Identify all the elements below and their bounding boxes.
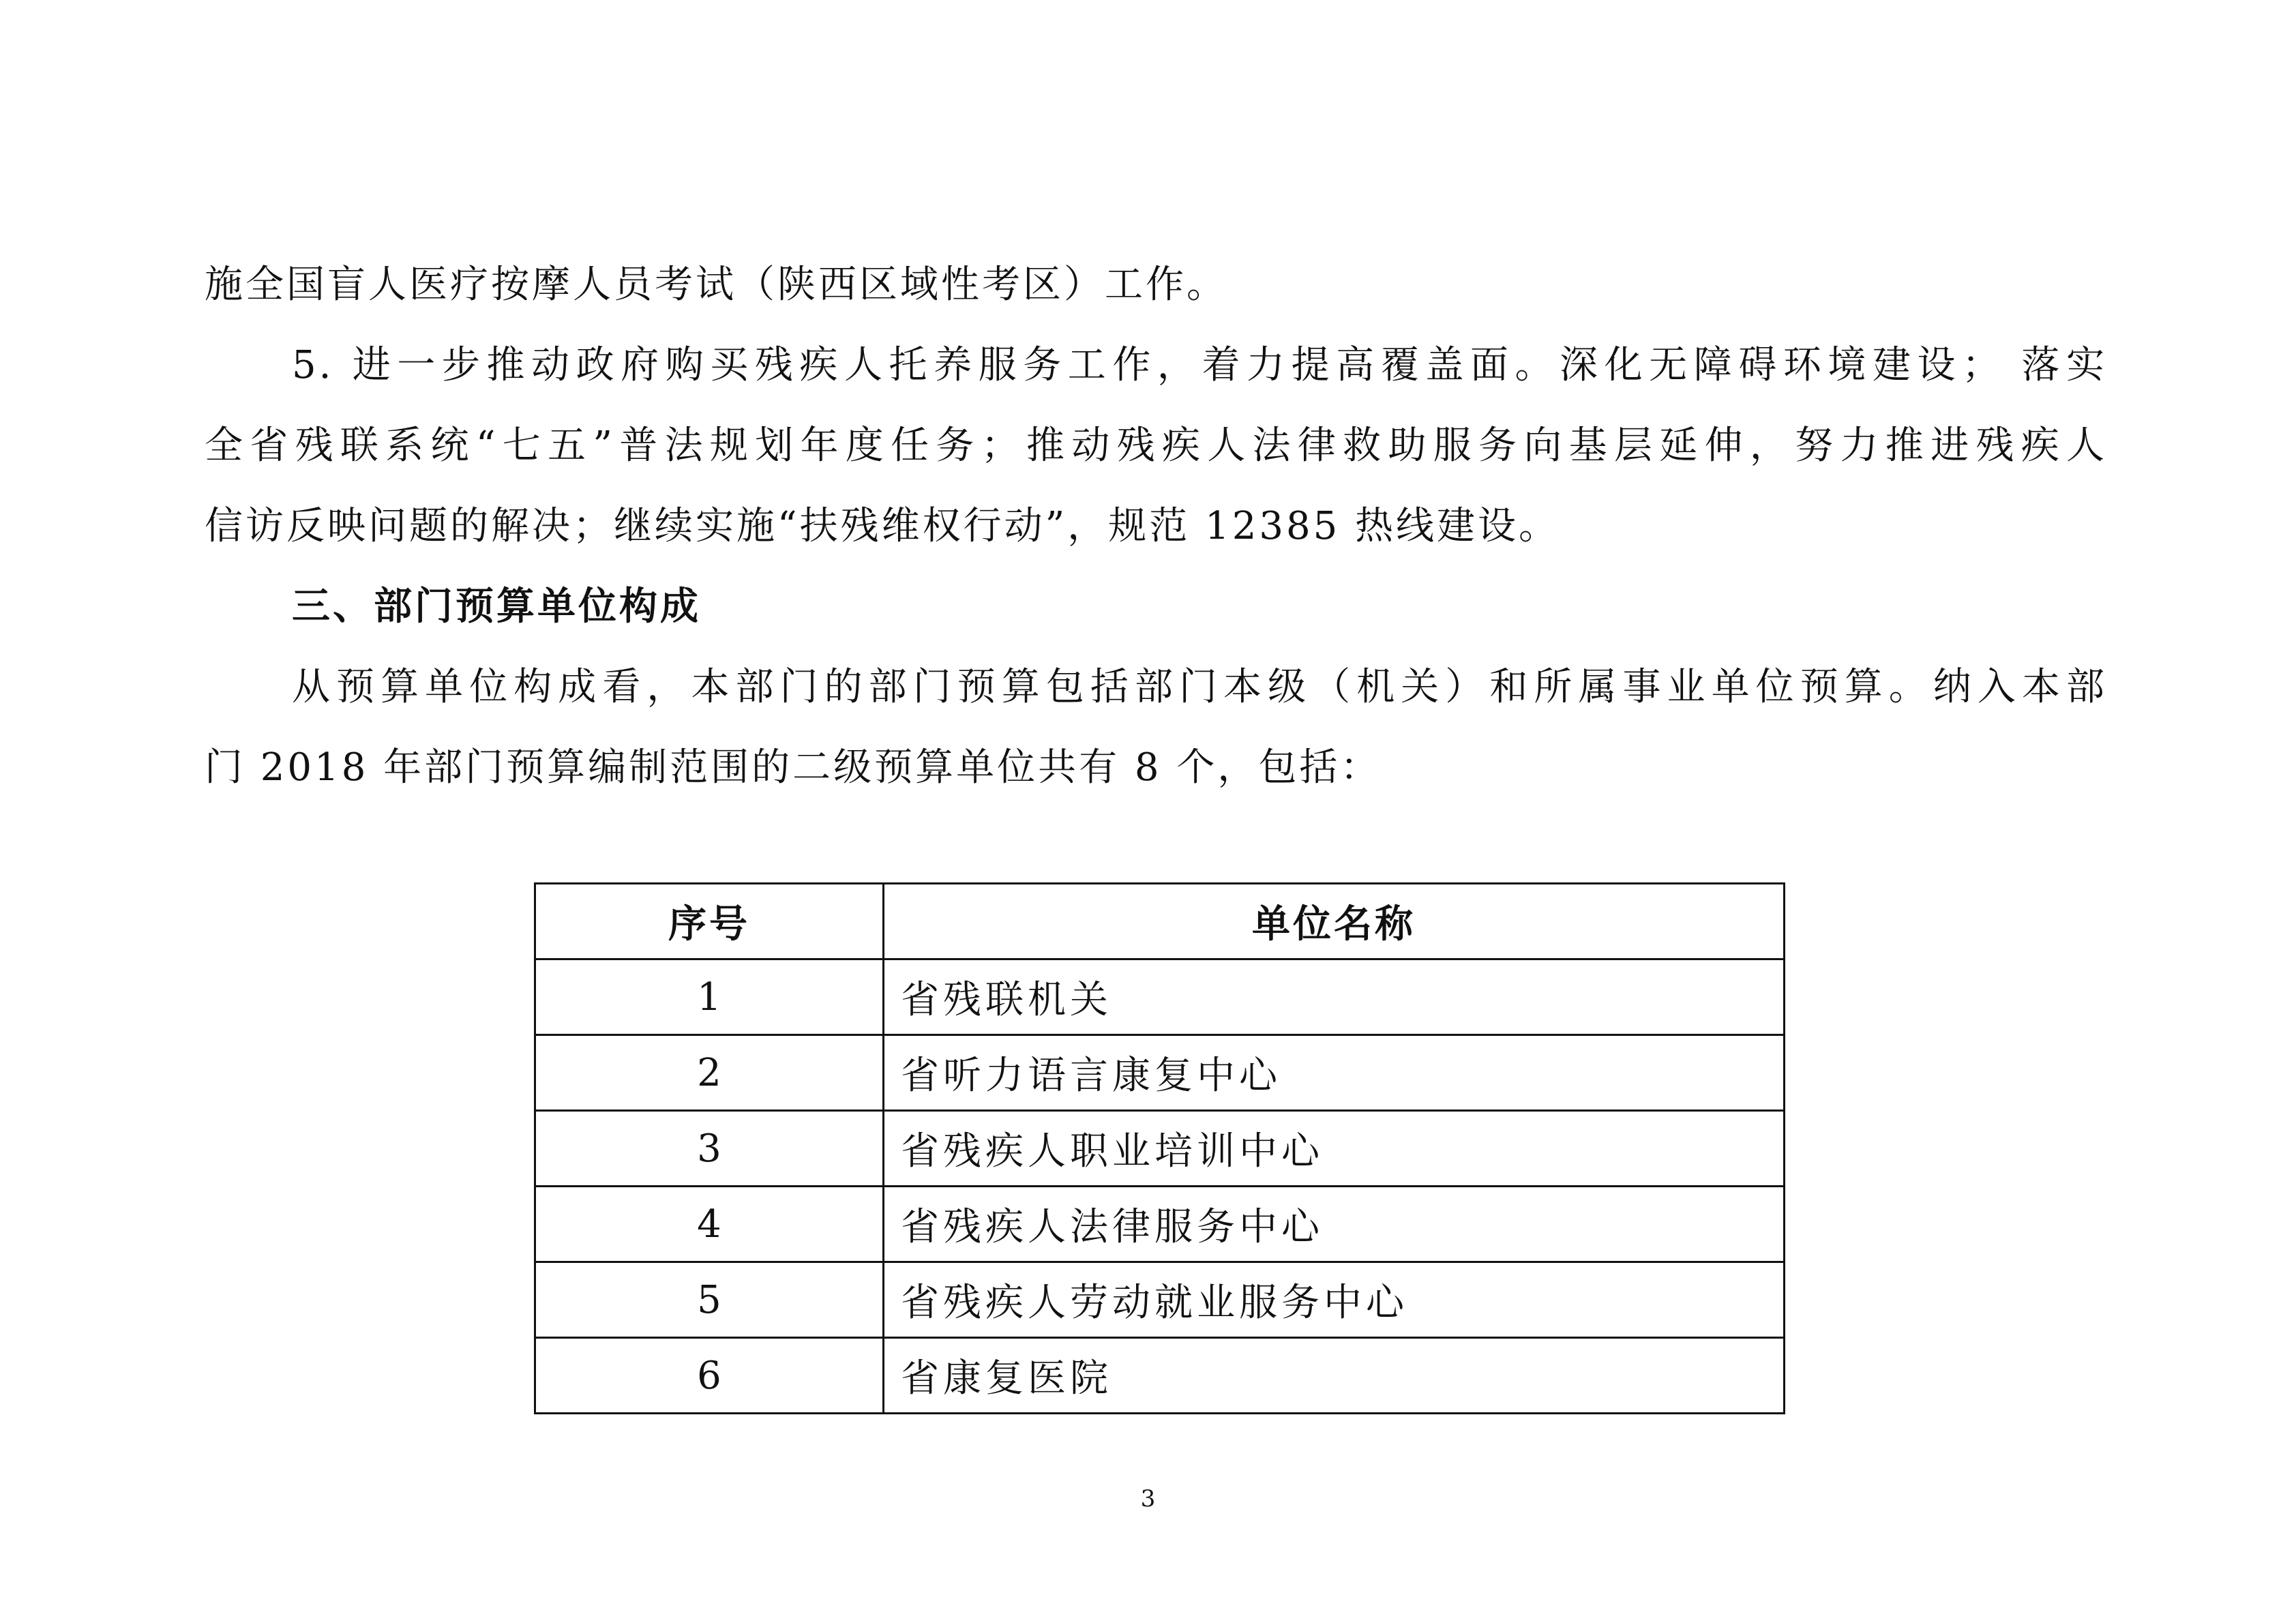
section-heading: 三、部门预算单位构成 <box>292 584 701 629</box>
paragraph-line: 全省残联系统“七五”普法规划年度任务；推动残疾人法律救助服务向基层延伸，努力推进残疾人 <box>205 423 2107 468</box>
table-row <box>535 1187 1785 1262</box>
row-number: 5 <box>535 1262 884 1338</box>
table-row <box>535 1111 1785 1187</box>
unit-name: 省残疾人劳动就业服务中心 <box>884 1262 1785 1338</box>
table-row <box>535 1262 1785 1338</box>
paragraph-line: 从预算单位构成看，本部门的部门预算包括部门本级（机关）和所属事业单位预算。纳入本部 <box>292 665 2107 709</box>
unit-name: 省康复医院 <box>884 1338 1785 1414</box>
paragraph-line: 5. 进一步推动政府购买残疾人托养服务工作，着力提高覆盖面。深化无障碍环境建设； 落实 <box>292 343 2107 387</box>
column-header-number: 序号 <box>535 884 884 959</box>
row-number: 2 <box>535 1035 884 1111</box>
row-number: 1 <box>535 959 884 1035</box>
table-row <box>535 1035 1785 1111</box>
budget-units-table <box>534 882 1785 1414</box>
column-header-unit-name: 单位名称 <box>884 884 1785 959</box>
table-header-row <box>535 884 1785 959</box>
unit-name: 省残联机关 <box>884 959 1785 1035</box>
row-number: 4 <box>535 1187 884 1262</box>
table-row <box>535 1338 1785 1414</box>
table-row <box>535 959 1785 1035</box>
unit-name: 省听力语言康复中心 <box>884 1035 1785 1111</box>
paragraph-line: 施全国盲人医疗按摩人员考试（陕西区域性考区）工作。 <box>205 263 1227 307</box>
paragraph-line: 信访反映问题的解决；继续实施“扶残维权行动”，规范 12385 热线建设。 <box>205 504 1560 548</box>
unit-name: 省残疾人法律服务中心 <box>884 1187 1785 1262</box>
row-number: 3 <box>535 1111 884 1187</box>
page-number: 3 <box>1140 1485 1156 1513</box>
paragraph-line: 门 2018 年部门预算编制范围的二级预算单位共有 8 个，包括： <box>205 745 1382 790</box>
unit-name: 省残疾人职业培训中心 <box>884 1111 1785 1187</box>
row-number: 6 <box>535 1338 884 1414</box>
